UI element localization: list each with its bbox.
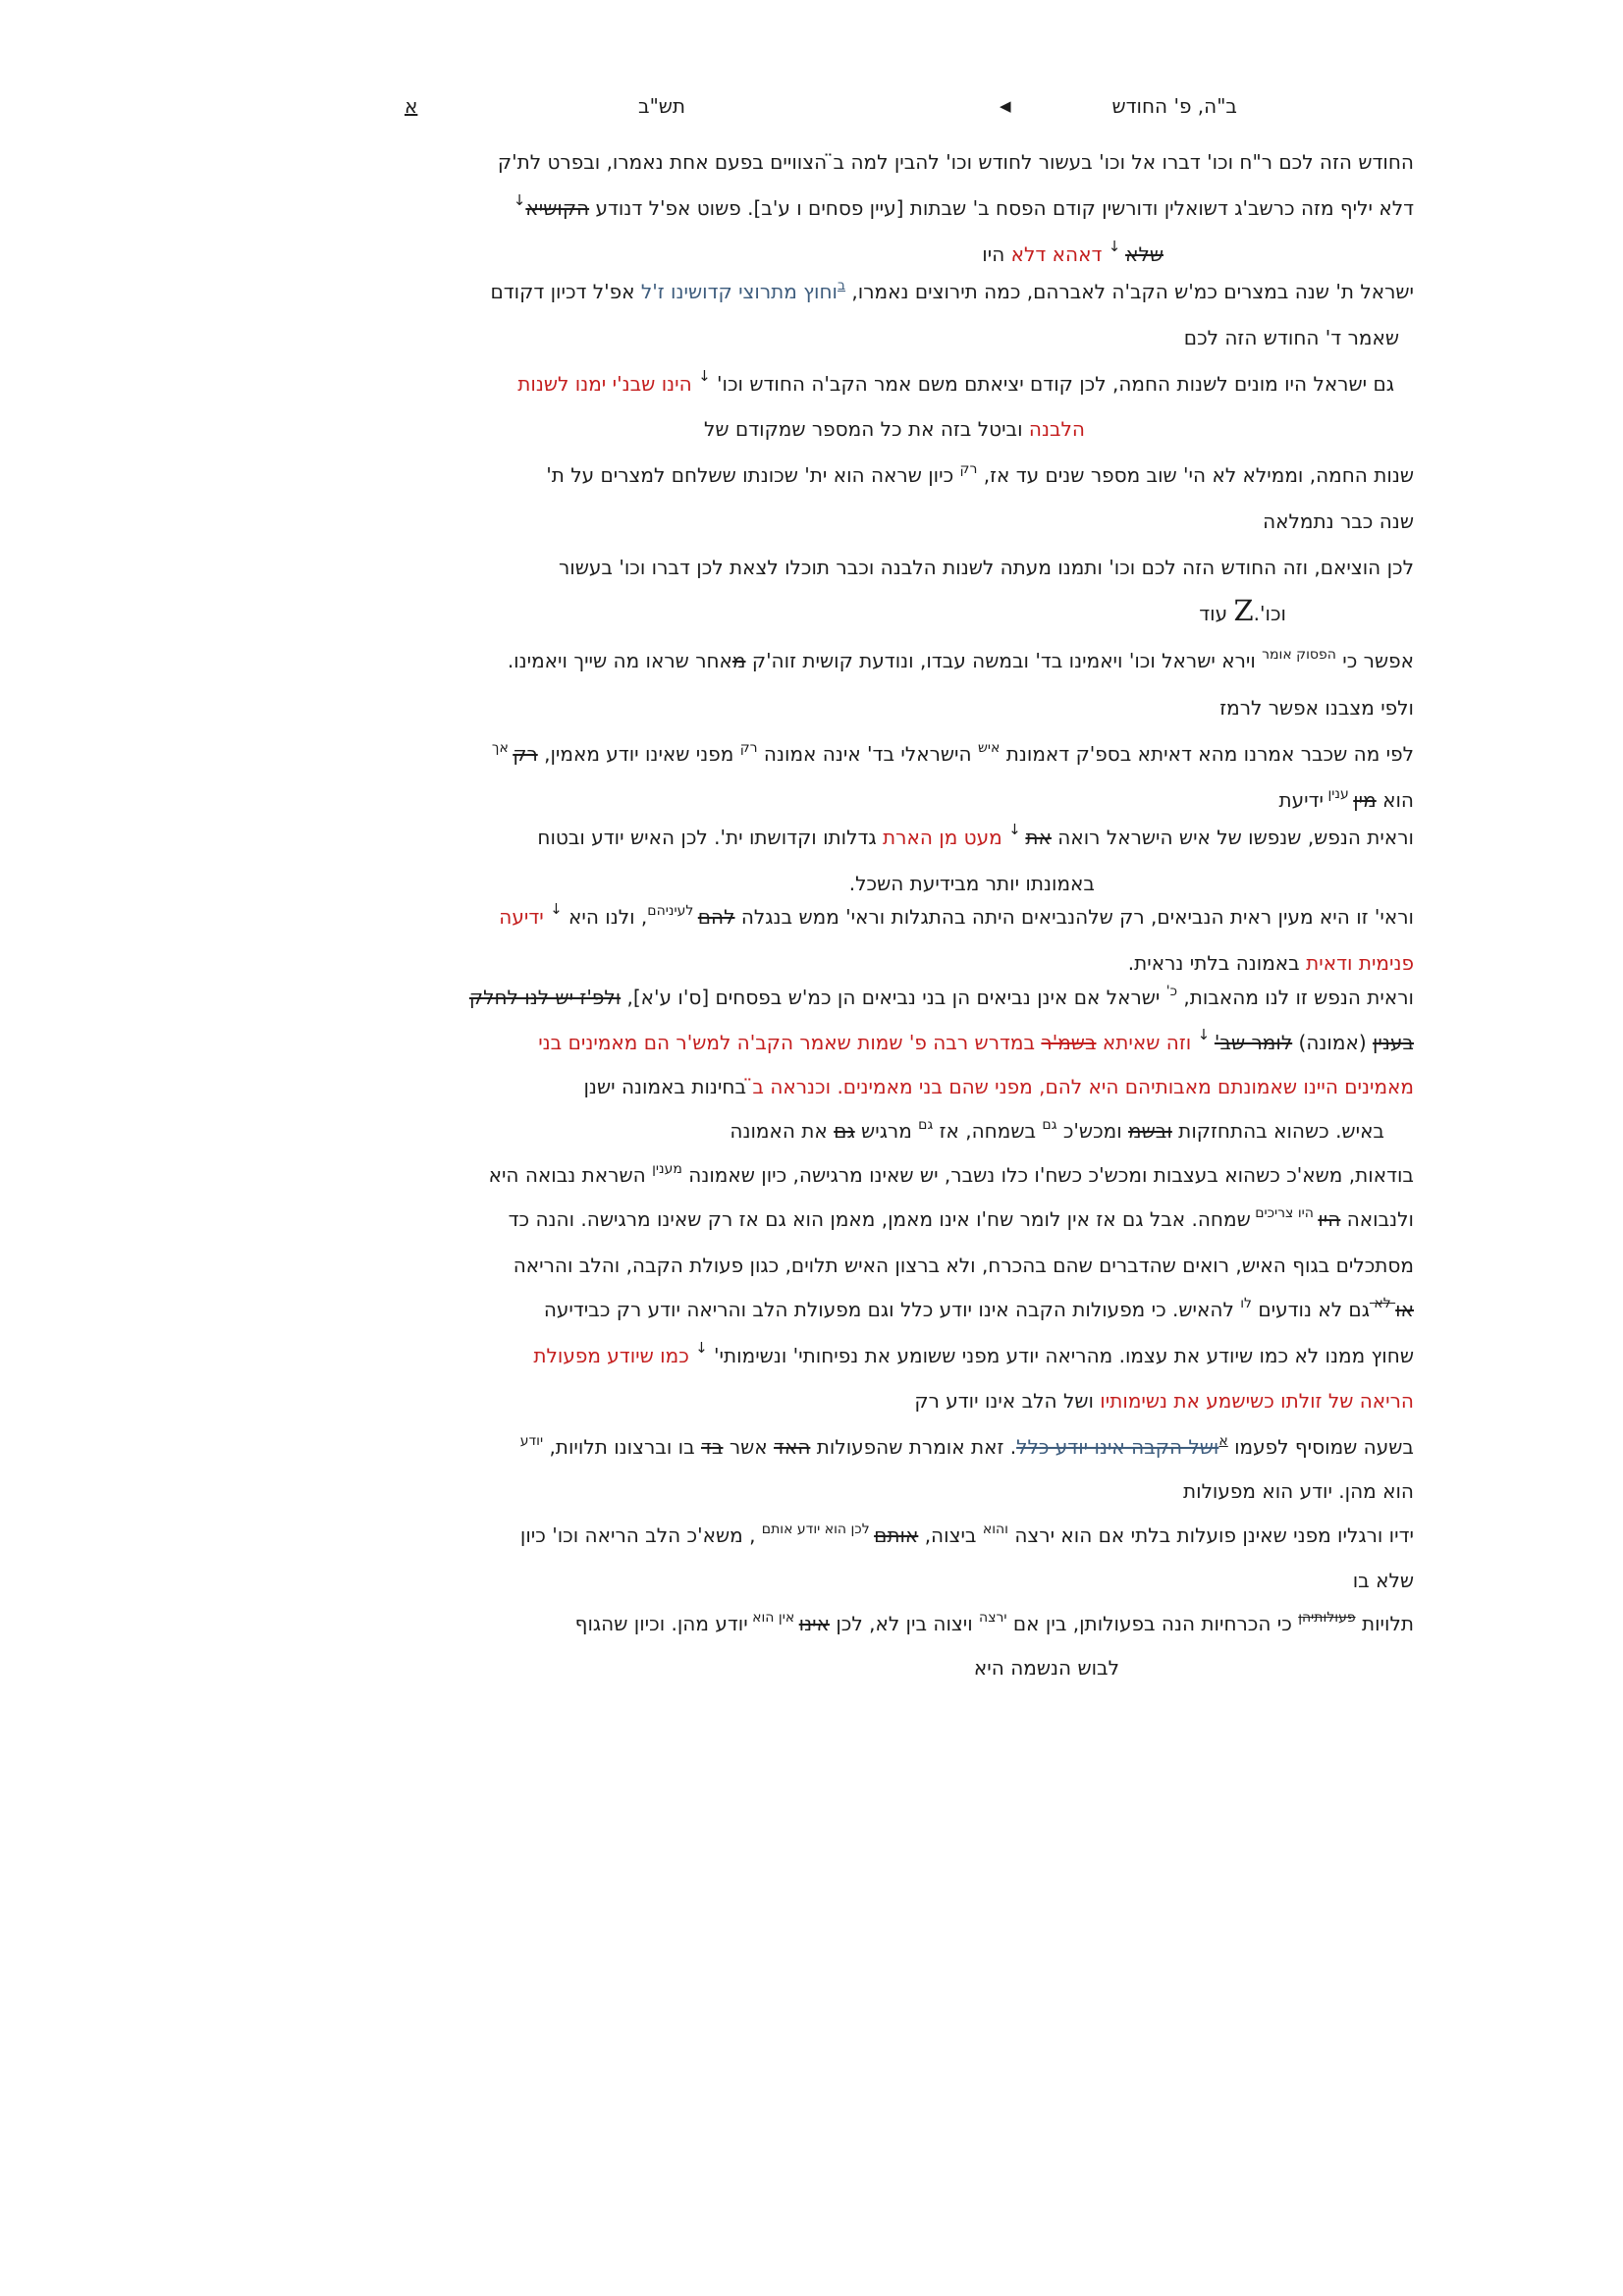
text-segment-n: שאמר ד' החודש הזה לכם (1183, 326, 1399, 349)
text-line (730, 1118, 1384, 1144)
text-segment-sup: אין הוא (747, 1610, 799, 1626)
text-segment-n: ומכש'כ (1056, 1119, 1129, 1143)
text-segment-n: הוא (1376, 788, 1414, 812)
text-segment-z: Z (1233, 594, 1254, 627)
text-segment-s: בד (701, 1435, 724, 1459)
text-segment-sup: יודע (519, 1433, 544, 1449)
text-segment-s: האד (774, 1435, 811, 1459)
text-line (559, 555, 1414, 580)
text-segment-r: דאהא דלא (1004, 242, 1109, 266)
text-segment-n: באמונה בלתי נראית. (1127, 951, 1300, 975)
text-segment-n: וביטל בזה את כל המספר שמקודם של (704, 417, 1023, 441)
text-segment-n: ידיו ורגליו מפני שאינן פועלות בלתי אם הוא ירצה (1007, 1523, 1414, 1547)
text-segment-n: גם ישראל היו מונים לשנות החמה, לכן קודם יציאתם משם אמר הקב'ה החודש וכו' (710, 372, 1394, 396)
text-segment-s: שלא (1125, 242, 1163, 266)
text-line (544, 1297, 1414, 1322)
text-line (1263, 508, 1414, 534)
text-segment-n: ביצוה, (918, 1523, 983, 1547)
text-segment-n: עוד (1199, 602, 1234, 625)
text-segment-sup: איש (977, 740, 1001, 756)
text-segment-bs: ושל הקבה אינו יודע כלל (1016, 1435, 1219, 1459)
text-segment-n: ידיעת (1278, 788, 1325, 812)
text-segment-n: תלויות (1355, 1612, 1414, 1635)
text-segment-arrow: ↓ (513, 191, 526, 209)
text-segment-n: לפי מה שכבר אמרנו מהא דאיתא בספ'ק דאמונת (1000, 742, 1414, 766)
page-header-year: תש"ב (638, 94, 686, 118)
text-segment-n: כי הכרחיות הנה בפעולותן, בין אם (1006, 1612, 1299, 1635)
text-segment-n: מפני שאינו יודע מאמין, (537, 742, 740, 766)
text-line (489, 1162, 1414, 1188)
text-segment-n: היו (982, 242, 1005, 266)
text-segment-arrow: ↓ (1008, 821, 1026, 838)
text-segment-sup: ירצה (979, 1610, 1007, 1626)
text-segment-n: אפשר כי (1335, 649, 1414, 672)
text-segment-arrow: ↓ (695, 1339, 708, 1357)
text-segment-s: ולפ'ז יש לנו לחלק (468, 986, 622, 1009)
text-segment-arrow: ↓ (1197, 1026, 1215, 1043)
text-segment-n: , משא'כ הלב הריאה וכו' כיון (519, 1523, 762, 1547)
text-segment-n: וכו'. (1253, 602, 1286, 625)
text-segment-n: ושל הלב אינו יודע רק (914, 1389, 1094, 1413)
text-segment-n: שלא בו (1352, 1569, 1414, 1592)
text-segment-n: השראת נבואה היא (488, 1163, 653, 1187)
text-segment-n: מסתכלים בגוף האיש, רואים שהדברים שהם בהכרח, ולא ברצון האיש תלוים, כגון פעולת הקבה, והלב והריאה (513, 1254, 1414, 1277)
text-segment-r: הלבנה (1022, 417, 1085, 441)
text-segment-s: ובשמ (1128, 1119, 1172, 1143)
text-segment-n: שחוץ ממנו לא כמו שיודע את עצמו. מהריאה יודע מפני ששומע את נפיחותי' ונשימותי' (707, 1344, 1414, 1367)
text-line (1278, 787, 1414, 813)
text-segment-n: ולנבואה (1340, 1207, 1414, 1231)
text-segment-arrow: ↓ (698, 367, 711, 385)
page-number-letter: א (405, 94, 418, 118)
text-segment-s: מין (1353, 788, 1377, 812)
text-line (499, 900, 1414, 930)
text-segment-b: וחוץ מתרוצי קדושינו ז'ל (634, 280, 838, 303)
text-segment-n: מרגיש (854, 1119, 919, 1143)
text-line (1183, 1478, 1414, 1504)
text-segment-s: רק (513, 742, 538, 766)
text-segment-n: ולפי מצבנו אפשר לרמז (1219, 696, 1414, 720)
text-line (1219, 695, 1414, 721)
text-segment-n: באיש. כשהוא בהתחזקות (1171, 1119, 1384, 1143)
text-segment-r: הינו שבנ'י ימנו לשנות (517, 372, 699, 396)
text-segment-s: להם (697, 905, 735, 929)
text-segment-n: שנות החמה, וממילא לא הי' שוב מספר שנים עד אז, (977, 463, 1414, 487)
text-line (1353, 1568, 1414, 1593)
text-segment-n: ישראל אם אינן נביאים הן בני נביאים הן כמ'ש בפסחים [ס'ו ע'א], (621, 986, 1166, 1009)
text-line (469, 985, 1414, 1010)
text-segment-n: בשעה שמוסיף לפעמו (1227, 1435, 1414, 1459)
text-segment-n: החודש הזה לכם ר"ח וכו' דברו אל וכו' בעשור לחודש וכו' להבין למה ב̈ הצוויים בפעם אחת נאמרו, ובפרט לת'ק (497, 150, 1414, 174)
text-segment-n: הישראלי בד' אינה אמונה (757, 742, 978, 766)
text-segment-r: כמו שיודע מפעולת (533, 1344, 696, 1367)
text-segment-sups: פעולותיהן (1298, 1610, 1356, 1626)
text-segment-sup: לכן הוא יודע אותם (761, 1522, 875, 1537)
text-line (508, 648, 1414, 673)
text-segment-arrow: ↓ (1108, 238, 1126, 255)
text-segment-n: וראי' זו היא מעין ראית הנביאים, רק שלהנביאים היתה בהתגלות וראי' ממש בנגלה (734, 905, 1414, 929)
text-segment-sup: לו (1240, 1296, 1252, 1311)
text-segment-n: לבוש הנשמה היא (973, 1656, 1119, 1680)
text-segment-arrow: ↓ (550, 900, 563, 918)
text-segment-n: אשר (723, 1435, 775, 1459)
text-line (520, 1434, 1414, 1460)
text-segment-n: גדלותו וקדושתו ית'. לכן האיש יודע ובטוח (537, 826, 877, 849)
text-line (509, 1206, 1414, 1232)
text-segment-r: מעט מן הארת (876, 826, 1009, 849)
text-segment-s: הקושיא (525, 196, 590, 220)
text-segment-sup: היו צריכים (1250, 1205, 1319, 1221)
text-segment-sup: והוא (982, 1522, 1008, 1537)
text-segment-s: אינו (798, 1612, 830, 1635)
text-line (1128, 950, 1414, 976)
text-line (537, 821, 1414, 850)
text-segment-s: גם (834, 1119, 855, 1143)
text-line (546, 462, 1414, 488)
text-segment-sup: גם (918, 1117, 934, 1133)
text-segment-n: ויצוה בין לא, לכן (829, 1612, 980, 1635)
text-segment-n: שנה כבר נתמלאה (1263, 509, 1414, 533)
text-line (490, 279, 1414, 304)
text-segment-s: את (1025, 826, 1052, 849)
text-segment-supbu: ב (837, 278, 846, 294)
text-segment-sup: לעיניהם (647, 903, 698, 919)
text-segment-n: שמחה. אבל גם אז אין לומר שח'ו אינו מאמן, מאמן הוא גם אז רק שאינו מרגישה. והנה כד (508, 1207, 1251, 1231)
text-segment-n: כיון שראה הוא ית' שכונתו ששלחם למצרים על ת' (546, 463, 960, 487)
text-line (974, 1655, 1119, 1681)
text-segment-n: וראית הנפש, שנפשו של איש הישראל רואה (1051, 826, 1414, 849)
text-line (914, 1388, 1414, 1414)
text-segment-n: אחר שראו מה שייך ויאמינו. (507, 649, 732, 672)
text-line (1184, 325, 1399, 350)
text-line (1199, 594, 1286, 627)
text-line (514, 1253, 1414, 1278)
text-line (575, 1611, 1414, 1636)
text-segment-sup: אך (491, 740, 514, 756)
text-segment-n: יודע מהן. וכיון שהגוף (574, 1612, 748, 1635)
text-segment-s: או (1395, 1298, 1414, 1321)
text-line (849, 871, 1095, 896)
text-segment-n: , ולנו היא (562, 905, 648, 929)
text-segment-r: מאמינים היינו שאמונתם מאבותיהם היא להם, מפני שהם בני מאמינים. וכנראה ב̈ (746, 1075, 1414, 1098)
text-line (533, 1339, 1414, 1368)
text-segment-n: בחינות באמונה ישנן (583, 1075, 747, 1098)
text-segment-s: לומר שב' (1214, 1031, 1293, 1054)
text-line (520, 1522, 1414, 1548)
text-segment-n: אפ'ל דכיון דקודם (490, 280, 635, 303)
text-segment-n: וראית הנפש זו לנו מהאבות, (1177, 986, 1414, 1009)
text-segment-n: דלא יליף מזה כרשב'ג דשואלין ודורשין קודם הפסח ב' שבתות [עיין פסחים ו ע'ב]. פשוט אפ'ל דנודע (589, 196, 1414, 220)
text-segment-sup: גם (1042, 1117, 1057, 1133)
text-segment-r: הריאה של זולתו כשישמע את נשימותיו (1093, 1389, 1414, 1413)
text-segment-n: בו וברצונו תלויות, (543, 1435, 701, 1459)
text-segment-r: פנימית ודאית (1299, 951, 1414, 975)
text-segment-sup: רק (739, 740, 758, 756)
text-segment-n: את האמונה (730, 1119, 835, 1143)
text-segment-n: באמונתו יותר מבידיעת השכל. (848, 872, 1095, 895)
text-line (498, 149, 1414, 175)
text-segment-sup: רק (959, 461, 978, 477)
text-segment-s: אותם (874, 1523, 919, 1547)
text-segment-s: מ (731, 649, 746, 672)
text-segment-n: לכן הוציאם, וזה החודש הזה לכם וכו' ותמנו מעתה לשנות הלבנה וכבר תוכלו לצאת לכן דברו וכו' בעשור (558, 556, 1414, 579)
text-segment-n: להאיש. כי מפעולות הקבה אינו יודע כלל וגם מפעולת הלב והריאה יודע רק כבידיעה (543, 1298, 1241, 1321)
text-segment-r: וזה שאיתא (1096, 1031, 1198, 1054)
section-marker-triangle-icon: ◀ (1000, 97, 1011, 115)
text-segment-rs: בשמ'ר (1041, 1031, 1097, 1054)
text-segment-sup: כ' (1165, 984, 1178, 999)
text-segment-n: גם לא נודעים (1251, 1298, 1370, 1321)
text-segment-n: . זאת אומרת שהפעולות (810, 1435, 1017, 1459)
text-line (513, 191, 1414, 221)
text-segment-n: בשמחה, אז (933, 1119, 1043, 1143)
text-segment-sup: מענין (652, 1161, 682, 1177)
text-line (517, 367, 1394, 397)
text-segment-sup: ענין (1324, 786, 1354, 802)
text-segment-sups: לא (1369, 1296, 1396, 1311)
page-header-title: ב"ה, פ' החודש (1111, 94, 1237, 118)
text-segment-n: וירא ישראל וכו' ויאמינו בד' ובמשה עבדו, ונודעת קושית זוה'ק (745, 649, 1263, 672)
text-line (583, 1074, 1414, 1099)
text-segment-sup: הפסוק אומר (1262, 647, 1336, 663)
text-segment-n: (אמונה) (1292, 1031, 1373, 1054)
text-line (492, 741, 1414, 767)
text-segment-n: הוא מהן. יודע הוא מפעולות (1182, 1479, 1414, 1503)
text-line (704, 416, 1085, 442)
text-segment-s: היו (1318, 1207, 1341, 1231)
text-segment-supu: א (1218, 1433, 1228, 1449)
text-segment-n: בודאות, משא'כ כשהוא בעצבות ומכש'כ כשח'ו כלו נשבר, יש שאינו מרגישה, כיון שאמונה (681, 1163, 1414, 1187)
text-segment-n: ישראל ת' שנה במצרים כמ'ש הקב'ה לאברהם, כמה תירוצים נאמרו, (845, 280, 1414, 303)
text-segment-r: במדרש רבה פ' שמות שאמר הקב'ה למש'ר הם מאמינים בני (538, 1031, 1042, 1054)
text-segment-s: בענין (1372, 1031, 1414, 1054)
text-line (538, 1026, 1414, 1055)
text-segment-r: ידיעה (499, 905, 551, 929)
text-line (982, 238, 1163, 267)
